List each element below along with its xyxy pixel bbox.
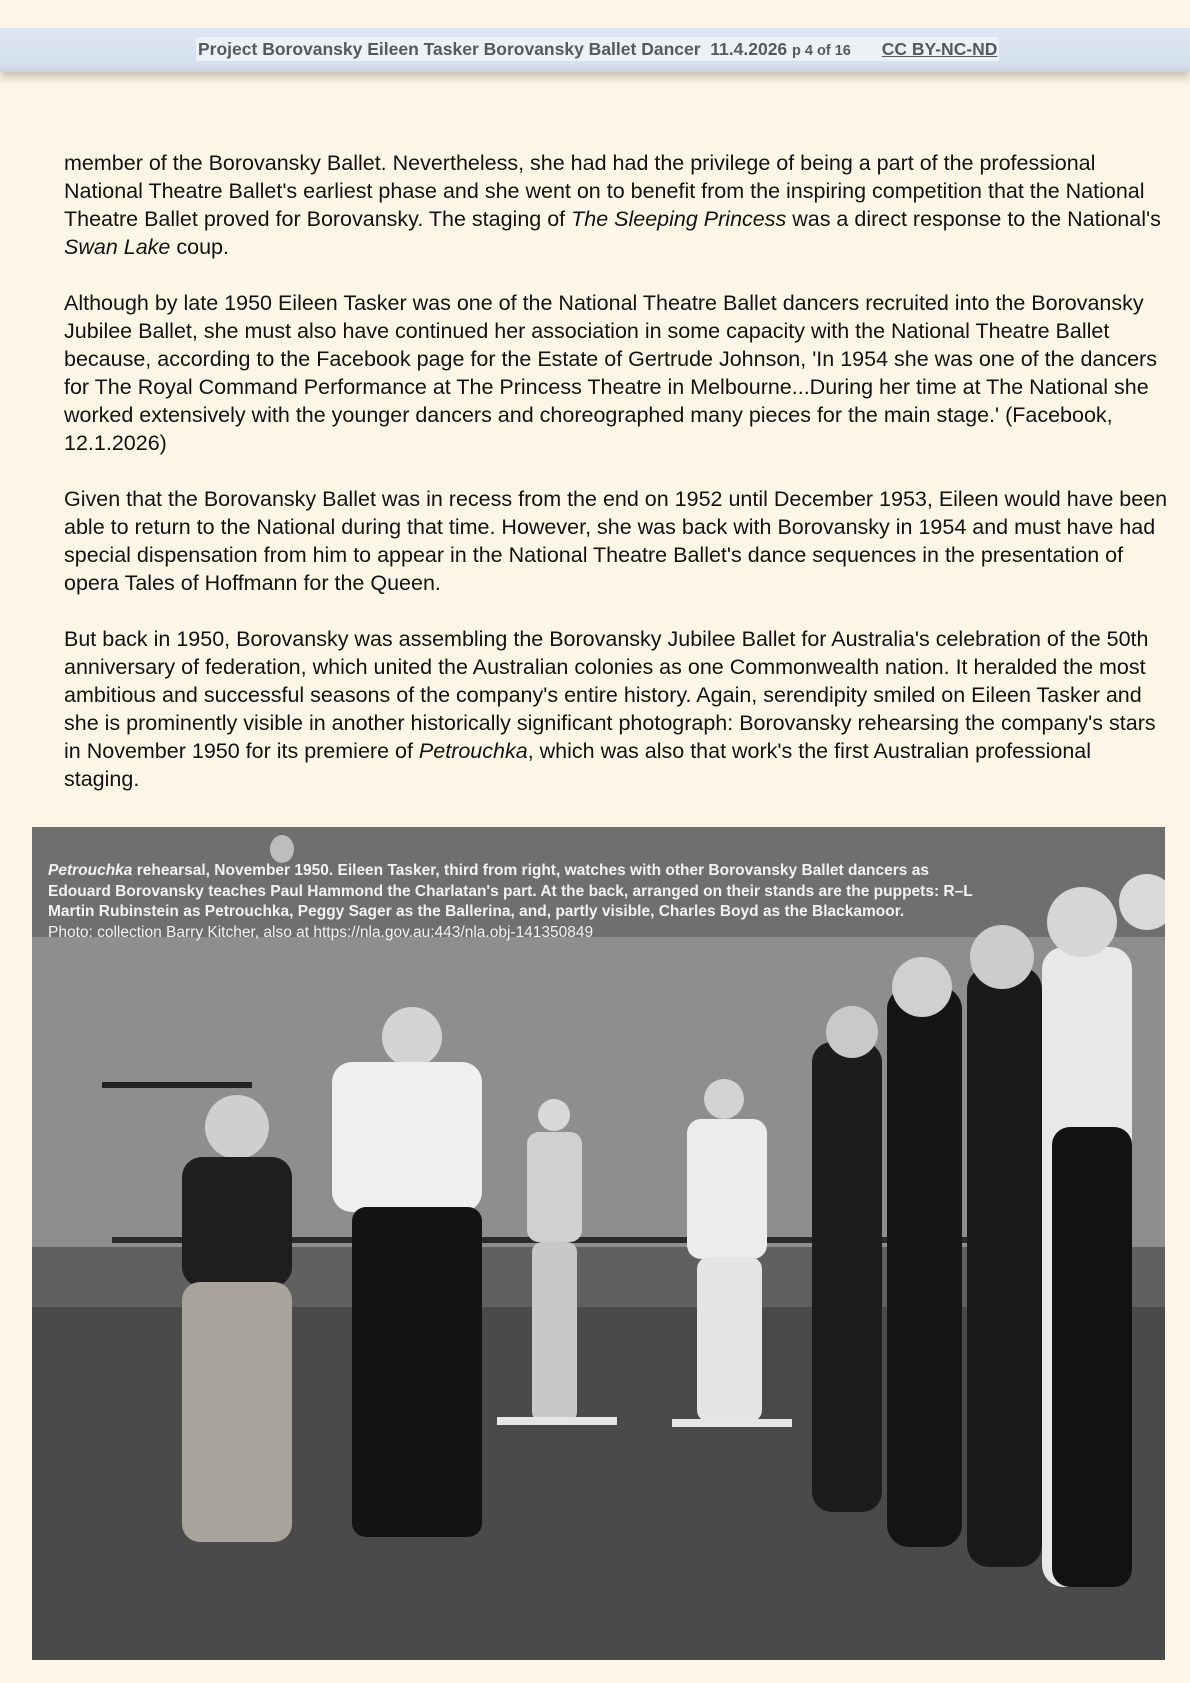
title-sleeping-princess: The Sleeping Princess xyxy=(571,207,787,231)
paragraph: Although by late 1950 Eileen Tasker was one of the National Theatre Ballet dancers recruited into the Borovansky Jubilee Ballet, she must also have continued her association in some capacity with the National Theatre Ballet because, according to the Facebook page for the Estate of Gertrude Johnson, 'In 1954 she was one of the dancers for The Royal Command Performance at The Princess Theatre in Melbourne...During her time at The National she worked extensively with the younger dancers and choreographed many pieces for the main stage.' (Facebook, 12.1.2026) xyxy=(64,291,1157,455)
flute xyxy=(102,1082,252,1088)
document-title: Project Borovansky Eileen Tasker Borovansky Ballet Dancer xyxy=(198,39,701,59)
title-petrouchka: Petrouchka xyxy=(418,739,528,763)
page-number: p 4 of 16 xyxy=(792,43,851,59)
document-date: 11.4.2026 xyxy=(710,39,788,59)
caption-body: rehearsal, November 1950. Eileen Tasker, third from right, watches with other Borovansky Ballet dancers as Edouard Borovansky teaches Paul Hammond the Charlatan's part. At the back, arranged on their stands are the puppets: R–L Martin Rubinstein as Petrouchka, Peggy Sager as the Ballerina, and, partly visible, Charles Boyd as the Blackamoor. xyxy=(48,862,973,920)
body-text xyxy=(64,149,1168,821)
title-swan-lake: Swan Lake xyxy=(64,235,171,259)
paragraph: But back in 1950, Borovansky was assembling the Borovansky Jubilee Ballet for Australia's celebration of the 50th anniversary of federation, which united the Australian colonies as one Commonwealth nation. It heralded the most ambitious and successful seasons of the company's entire history. Again, serendipity smiled on Eileen Tasker and she is prominently visible in another historically significant photograph: Borovansky rehearsing the company's stars in November 1950 for its premiere of Petrouchka, which was also that work's the first Australian professional staging. xyxy=(64,627,1156,791)
photo-credit: Photo: collection Barry Kitcher, also at https://nla.gov.au:443/nla.obj-141350849 xyxy=(48,923,594,941)
caption-title: Petrouchka xyxy=(48,862,133,879)
license-link[interactable]: CC BY-NC-ND xyxy=(881,39,998,59)
photo-caption xyxy=(48,861,988,943)
rehearsal-photo xyxy=(32,827,1165,1660)
paragraph: Given that the Borovansky Ballet was in recess from the end on 1952 until December 1953, Eileen would have been able to return to the National during that time. However, she was back with Borovansky in 1954 and must have had special dispensation from him to appear in the National Theatre Ballet's dance sequences in the presentation of opera Tales of Hoffmann for the Queen. xyxy=(64,487,1168,595)
figure-paul-hammond xyxy=(332,1007,482,1537)
paragraph: member of the Borovansky Ballet. Nevertheless, she had had the privilege of being a part of the professional National Theatre Ballet's earliest phase and she went on to benefit from the inspiring competition that the National Theatre Ballet proved for Borovansky. The staging of The Sleeping Princess was a direct response to the National's Swan Lake coup. xyxy=(64,151,1161,259)
ceiling-lamp xyxy=(270,835,294,863)
page-header xyxy=(196,37,999,61)
photo-scene xyxy=(32,827,1165,1660)
